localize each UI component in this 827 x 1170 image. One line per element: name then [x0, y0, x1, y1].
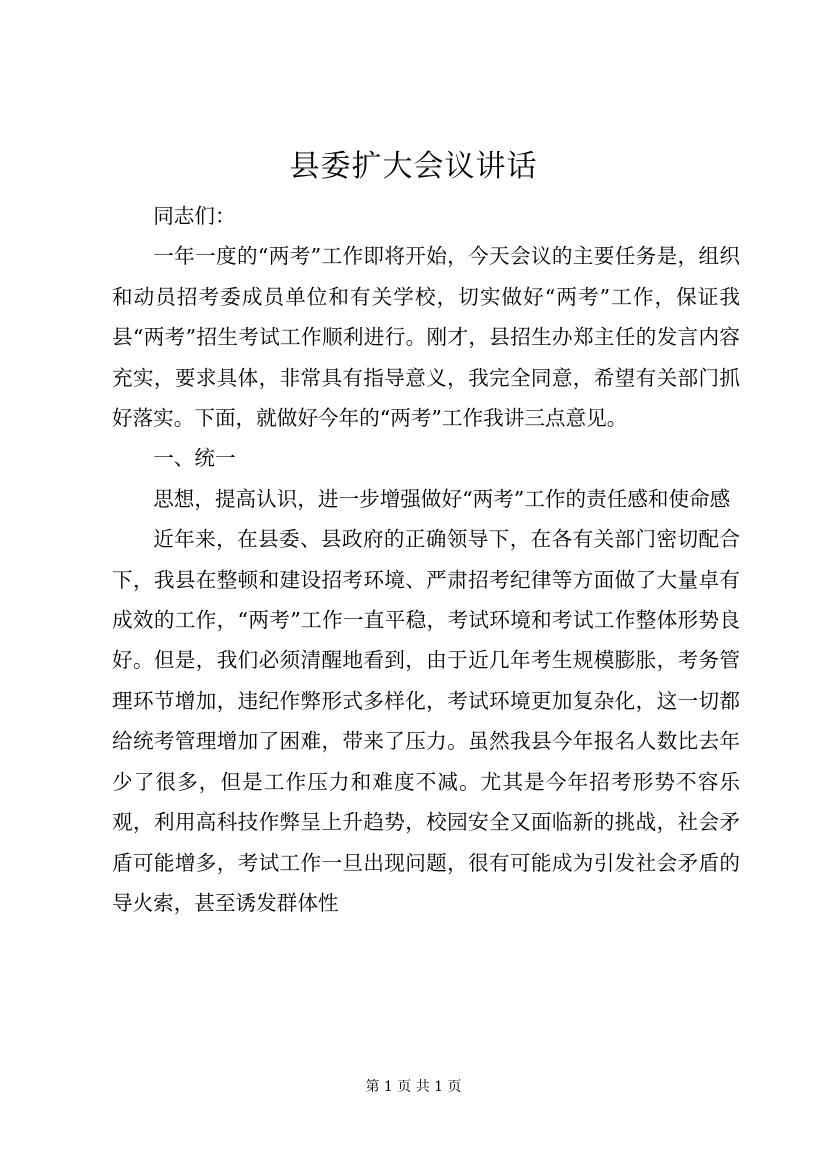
- salutation-paragraph: 同志们：: [153, 204, 236, 228]
- document-body: [112, 196, 740, 923]
- section-subtitle-paragraph: 思想，提高认识，进一步增强做好“两考”工作的责任感和使命感: [153, 486, 731, 511]
- section-heading: 一、统一: [153, 446, 236, 471]
- intro-paragraph: 一年一度的“两考”工作即将开始，今天会议的主要任务是，组织和动员招考委成员单位和有关学校，切实做好“两考”工作，保证我县“两考”招生考试工作顺利进行。刚才，县招生办郑主任的发言内容充实，要求具体，非常具有指导意义，我完全同意，希望有关部门抓好落实。下面，就做好今年的“两考”工作我讲三点意见。: [112, 244, 740, 431]
- page-footer: 第 1 页 共 1 页: [365, 1079, 462, 1095]
- body-paragraph: 近年来，在县委、县政府的正确领导下，在各有关部门密切配合下，我县在整顿和建设招考环境、严肃招考纪律等方面做了大量卓有成效的工作，“两考”工作一直平稳，考试环境和考试工作整体形势良好。但是，我们必须清醒地看到，由于近几年考生规模膨胀，考务管理环节增加，违纪作弊形式多样化，考试环境更加复杂化，这一切都给统考管理增加了困难，带来了压力。虽然我县今年报名人数比去年少了很多，但是工作压力和难度不减。尤其是今年招考形势不容乐观，利用高科技作弊呈上升趋势，校园安全又面临新的挑战，社会矛盾可能增多，考试工作一旦出现问题，很有可能成为引发社会矛盾的导火索，甚至诱发群体性: [112, 527, 740, 915]
- document-title: 县委扩大会议讲话: [289, 149, 538, 184]
